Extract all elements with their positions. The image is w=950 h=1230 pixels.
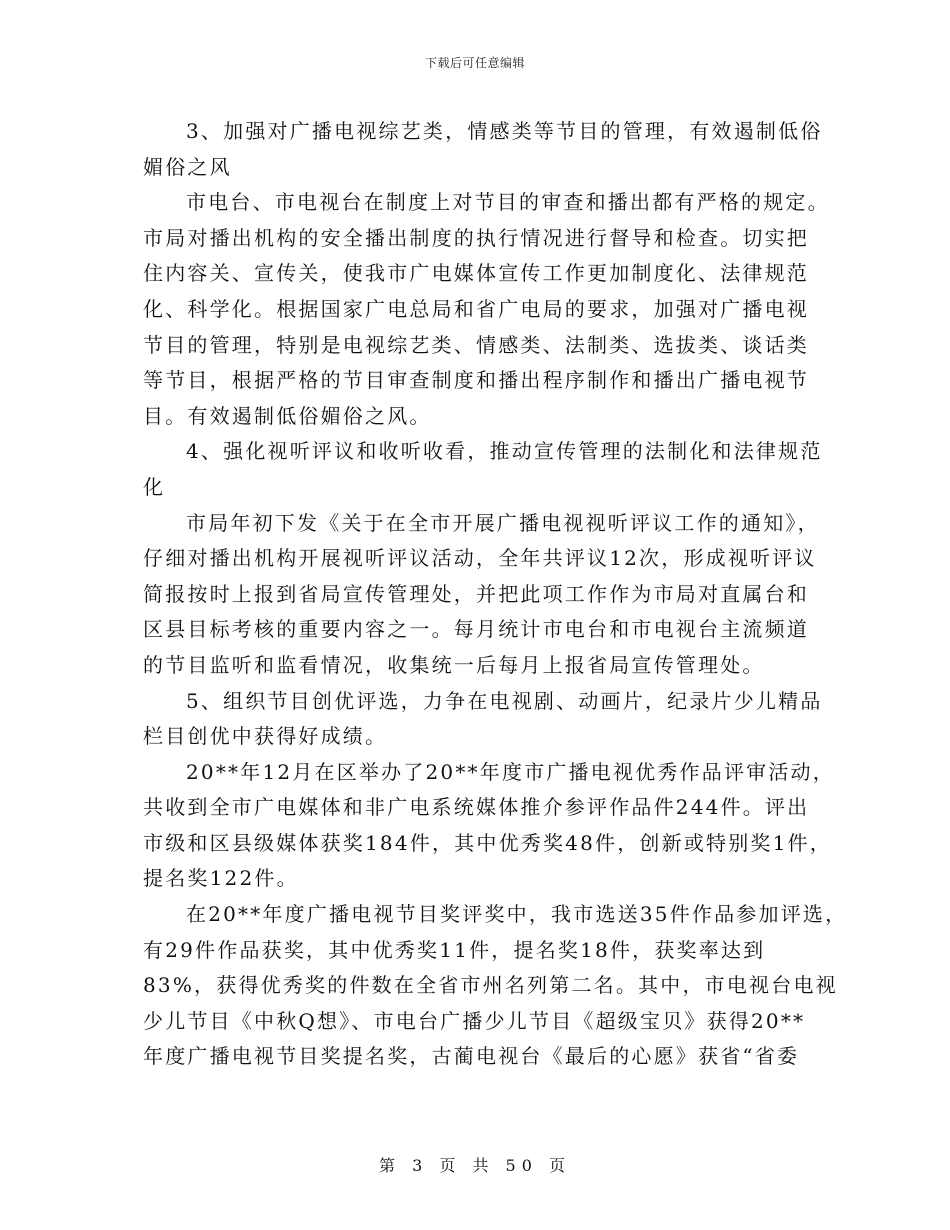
text-line: 共收到全市广电媒体和非广电系统媒体推介参评作品件244件。评出 — [143, 795, 810, 820]
text-line: 少儿节目《中秋Q想》、市电台广播少儿节目《超级宝贝》获得20** — [143, 1008, 806, 1033]
text-line: 提名奖122件。 — [143, 866, 299, 891]
text-line: 83%，获得优秀奖的件数在全省市州名列第二名。其中，市电视台电视 — [143, 973, 838, 998]
text-line: 等节目，根据严格的节目审查制度和播出程序制作和播出广播电视节 — [143, 368, 809, 393]
text-line: 有29件作品获奖，其中优秀奖11件，提名奖18件，获奖率达到 — [143, 937, 766, 962]
text-line: 年度广播电视节目奖提名奖，古蔺电视台《最后的心愿》获省“省委 — [143, 1044, 800, 1069]
text-line: 节目的管理，特别是电视综艺类、情感类、法制类、选拔类、谈话类 — [143, 332, 809, 357]
text-line: 仔细对播出机构开展视听评议活动，全年共评议12次，形成视听评议 — [143, 546, 817, 571]
text-line: 的节目监听和监看情况，收集统一后每月上报省局宣传管理处。 — [143, 652, 765, 677]
text-line: 住内容关、宣传关，使我市广电媒体宣传工作更加制度化、法律规范 — [143, 261, 809, 286]
text-line: 媚俗之风 — [143, 154, 232, 179]
text-line: 3、加强对广播电视综艺类，情感类等节目的管理，有效遏制低俗 — [186, 119, 823, 143]
page-number: 第 3 页 共 50 页 — [379, 1156, 571, 1175]
text-line: 简报按时上报到省局宣传管理处，并把此项工作作为市局对直属台和 — [143, 581, 809, 606]
text-line: 市局对播出机构的安全播出制度的执行情况进行督导和检查。切实把 — [143, 225, 809, 250]
text-line: 目。有效遏制低俗媚俗之风。 — [143, 403, 432, 428]
text-line: 20**年12月在区举办了20**年度市广播电视优秀作品评审活动， — [186, 759, 835, 784]
text-line: 区县目标考核的重要内容之一。每月统计市电台和市电视台主流频道 — [143, 617, 809, 642]
text-line: 市电台、市电视台在制度上对节目的审查和播出都有严格的规定。 — [186, 190, 830, 215]
text-line: 化 — [143, 474, 166, 499]
text-line: 4、强化视听评议和收听收看，推动宣传管理的法制化和法律规范 — [186, 439, 823, 464]
header-note: 下载后可任意编辑 — [424, 56, 525, 70]
text-line: 在20**年度广播电视节目奖评奖中，我市选送35件作品参加评选， — [186, 902, 848, 927]
text-line: 5、组织节目创优评选，力争在电视剧、动画片，纪录片少儿精品 — [186, 688, 823, 713]
text-line: 市局年初下发《关于在全市开展广播电视视听评议工作的通知》， — [186, 510, 820, 535]
text-line: 栏目创优中获得好成绩。 — [143, 724, 388, 749]
text-line: 市级和区县级媒体获奖184件，其中优秀奖48件，创新或特别奖1件， — [143, 830, 832, 855]
document-body — [143, 114, 848, 1075]
text-line: 化、科学化。根据国家广电总局和省广电局的要求，加强对广播电视 — [143, 296, 809, 321]
